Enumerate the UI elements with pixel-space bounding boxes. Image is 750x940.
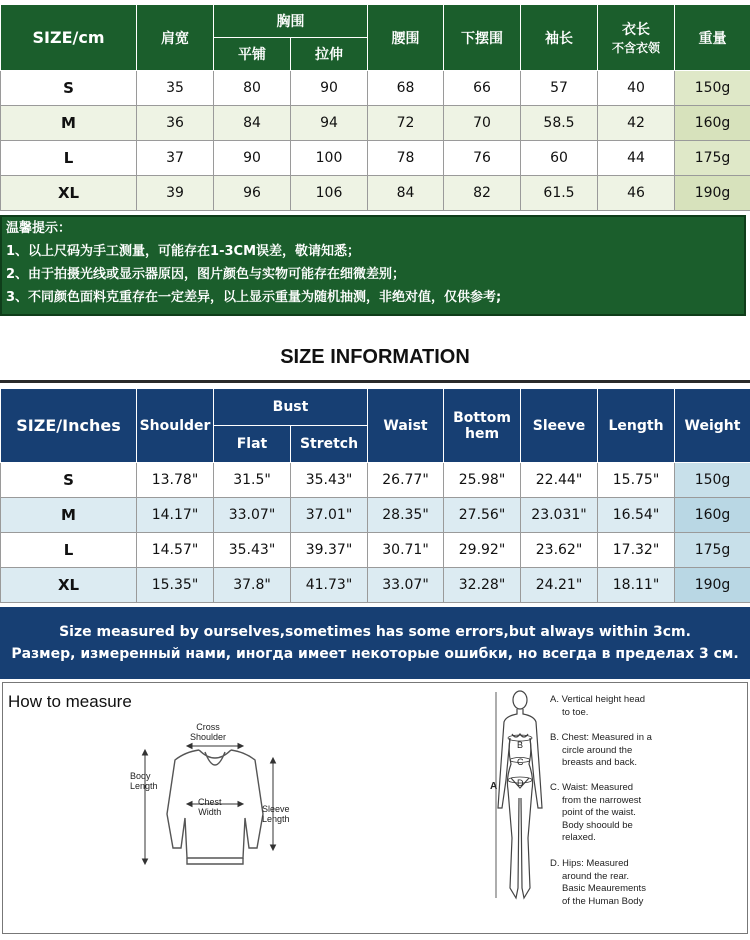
label-sleeve-length	[262, 804, 290, 824]
legend-line: around the rear.	[562, 870, 630, 882]
header-length-line2: 不含衣领	[611, 41, 660, 55]
label-text: Shoulder	[190, 732, 227, 742]
label-cross-shoulder	[190, 722, 226, 742]
notes-title: 温馨提示：	[6, 221, 72, 236]
stretch-cell: 94	[291, 106, 368, 141]
legend-c	[550, 782, 740, 845]
weight-cell: 150g	[675, 71, 750, 106]
stretch-cell: 37.01"	[291, 498, 368, 533]
sleeve-cell: 57	[521, 71, 598, 106]
sleeve-cell: 61.5	[521, 176, 598, 211]
length-cell: 16.54"	[598, 498, 675, 533]
flat-cell: 84	[214, 106, 291, 141]
header-waist: 腰围	[368, 5, 444, 71]
legend-line: Body shoould be	[562, 819, 633, 831]
sleeve-cell: 60	[521, 141, 598, 176]
shoulder-cell: 14.17"	[137, 498, 214, 533]
header-hem-line2: hem	[464, 425, 500, 442]
waist-cell: 30.71"	[368, 533, 444, 568]
header-hem: 下摆围	[444, 5, 521, 71]
shoulder-cell: 36	[137, 106, 214, 141]
header-shoulder: Shoulder	[137, 389, 214, 463]
header-sleeve: Sleeve	[521, 389, 598, 463]
disclaimer-en: Size measured by ourselves,sometimes has some errors,but always within 3cm.	[59, 624, 691, 640]
size-cell: L	[1, 141, 137, 176]
header-weight: Weight	[675, 389, 750, 463]
header-size-cm: SIZE/cm	[1, 5, 137, 71]
note-item: 3、不同颜色面料克重存在一定差异，以上显示重量为随机抽测，非绝对值，仅供参考;	[6, 290, 502, 305]
shoulder-cell: 37	[137, 141, 214, 176]
table-row	[1, 568, 750, 603]
sleeve-cell: 24.21"	[521, 568, 598, 603]
body-letter-d: D	[517, 778, 524, 788]
header-waist: Waist	[368, 389, 444, 463]
header-stretch: Stretch	[291, 426, 368, 463]
weight-cell: 175g	[675, 141, 750, 176]
note-item: 1、以上尺码为手工测量，可能存在1-3CM误差，敬请知悉；	[6, 244, 361, 259]
label-text: Width	[198, 807, 222, 817]
size-cell: XL	[1, 176, 137, 211]
shoulder-cell: 13.78"	[137, 463, 214, 498]
header-length	[598, 5, 675, 71]
flat-cell: 80	[214, 71, 291, 106]
sleeve-cell: 23.031"	[521, 498, 598, 533]
length-cell: 18.11"	[598, 568, 675, 603]
weight-cell: 190g	[675, 568, 750, 603]
shoulder-cell: 14.57"	[137, 533, 214, 568]
divider	[0, 380, 750, 383]
label-text: Cross	[196, 722, 220, 732]
size-cell: M	[1, 498, 137, 533]
table-row	[1, 141, 750, 176]
stretch-cell: 35.43"	[291, 463, 368, 498]
header-flat: Flat	[214, 426, 291, 463]
legend-a	[550, 694, 740, 719]
header-bust: Bust	[214, 389, 368, 426]
label-text: Chest	[198, 797, 222, 807]
table-row	[1, 533, 750, 568]
how-to-measure-title: How to measure	[8, 692, 132, 711]
stretch-cell: 39.37"	[291, 533, 368, 568]
legend-line: of the Human Body	[562, 895, 644, 907]
header-sleeve: 袖长	[521, 5, 598, 71]
legend-line: breasts and back.	[562, 757, 637, 768]
size-table-inches	[0, 388, 750, 603]
hem-cell: 29.92"	[444, 533, 521, 568]
legend-b	[550, 732, 740, 770]
length-cell: 46	[598, 176, 675, 211]
waist-cell: 84	[368, 176, 444, 211]
size-cell: S	[1, 71, 137, 106]
shoulder-cell: 39	[137, 176, 214, 211]
hem-cell: 66	[444, 71, 521, 106]
label-text: Body	[130, 771, 151, 781]
hem-cell: 76	[444, 141, 521, 176]
length-cell: 15.75"	[598, 463, 675, 498]
waist-cell: 68	[368, 71, 444, 106]
body-letter-b: B	[517, 740, 524, 750]
sleeve-cell: 58.5	[521, 106, 598, 141]
sleeve-cell: 22.44"	[521, 463, 598, 498]
flat-cell: 31.5"	[214, 463, 291, 498]
body-letter-c: C	[517, 757, 524, 767]
header-weight: 重量	[675, 5, 750, 71]
waist-cell: 78	[368, 141, 444, 176]
flat-cell: 90	[214, 141, 291, 176]
label-text: Length	[262, 814, 290, 824]
length-cell: 40	[598, 71, 675, 106]
waist-cell: 33.07"	[368, 568, 444, 603]
header-shoulder: 肩宽	[137, 5, 214, 71]
legend-line: B. Chest: Measured in a	[550, 732, 652, 743]
legend-line: relaxed.	[562, 832, 596, 843]
legend-line: to toe.	[562, 706, 589, 718]
hem-cell: 70	[444, 106, 521, 141]
table-row	[1, 176, 750, 211]
header-flat: 平铺	[214, 38, 291, 71]
disclaimer-box	[0, 607, 750, 679]
note-item: 2、由于拍摄光线或显示器原因，图片颜色与实物可能存在细微差别；	[6, 267, 406, 282]
hem-cell: 25.98"	[444, 463, 521, 498]
legend-line: point of the waist.	[562, 807, 636, 818]
header-bust: 胸围	[214, 5, 368, 38]
notes-box	[0, 215, 746, 316]
label-chest-width	[198, 797, 222, 817]
stretch-cell: 90	[291, 71, 368, 106]
weight-cell: 175g	[675, 533, 750, 568]
header-hem	[444, 389, 521, 463]
size-cell: S	[1, 463, 137, 498]
header-length-line1: 衣长	[622, 22, 650, 38]
size-cell: L	[1, 533, 137, 568]
size-table-cm	[0, 4, 750, 211]
shoulder-cell: 15.35"	[137, 568, 214, 603]
flat-cell: 96	[214, 176, 291, 211]
label-text: Length	[130, 781, 158, 791]
flat-cell: 33.07"	[214, 498, 291, 533]
table-row	[1, 498, 750, 533]
stretch-cell: 106	[291, 176, 368, 211]
header-hem-line1: Bottom	[453, 409, 511, 426]
hem-cell: 82	[444, 176, 521, 211]
length-cell: 44	[598, 141, 675, 176]
legend-line: D. Hips: Measured	[550, 858, 629, 869]
legend-line: C. Waist: Measured	[550, 782, 634, 793]
legend-line: Basic Meaurements	[562, 883, 646, 894]
waist-cell: 28.35"	[368, 498, 444, 533]
table-row	[1, 71, 750, 106]
body-letter-a: A	[490, 781, 498, 792]
weight-cell: 160g	[675, 106, 750, 141]
weight-cell: 190g	[675, 176, 750, 211]
legend-line: from the narrowest	[562, 794, 642, 806]
legend-line: circle around the	[562, 744, 633, 756]
weight-cell: 150g	[675, 463, 750, 498]
label-text: Sleeve	[262, 804, 290, 814]
length-cell: 42	[598, 106, 675, 141]
stretch-cell: 41.73"	[291, 568, 368, 603]
shoulder-cell: 35	[137, 71, 214, 106]
hem-cell: 27.56"	[444, 498, 521, 533]
table-row	[1, 106, 750, 141]
weight-cell: 160g	[675, 498, 750, 533]
disclaimer-ru: Размер, измеренный нами, иногда имеет некоторые ошибки, но всегда в пределах 3 см.	[11, 646, 739, 662]
flat-cell: 37.8"	[214, 568, 291, 603]
legend-d	[550, 858, 740, 908]
sleeve-cell: 23.62"	[521, 533, 598, 568]
size-cell: M	[1, 106, 137, 141]
body-diagram	[488, 688, 548, 914]
stretch-cell: 100	[291, 141, 368, 176]
waist-cell: 72	[368, 106, 444, 141]
size-info-title: SIZE INFORMATION	[280, 346, 470, 368]
flat-cell: 35.43"	[214, 533, 291, 568]
table-row	[1, 463, 750, 498]
header-stretch: 拉伸	[291, 38, 368, 71]
header-size-inches: SIZE/Inches	[1, 389, 137, 463]
length-cell: 17.32"	[598, 533, 675, 568]
waist-cell: 26.77"	[368, 463, 444, 498]
header-length: Length	[598, 389, 675, 463]
hem-cell: 32.28"	[444, 568, 521, 603]
legend-line: A. Vertical height head	[550, 694, 646, 705]
label-body-length	[130, 771, 158, 791]
size-cell: XL	[1, 568, 137, 603]
